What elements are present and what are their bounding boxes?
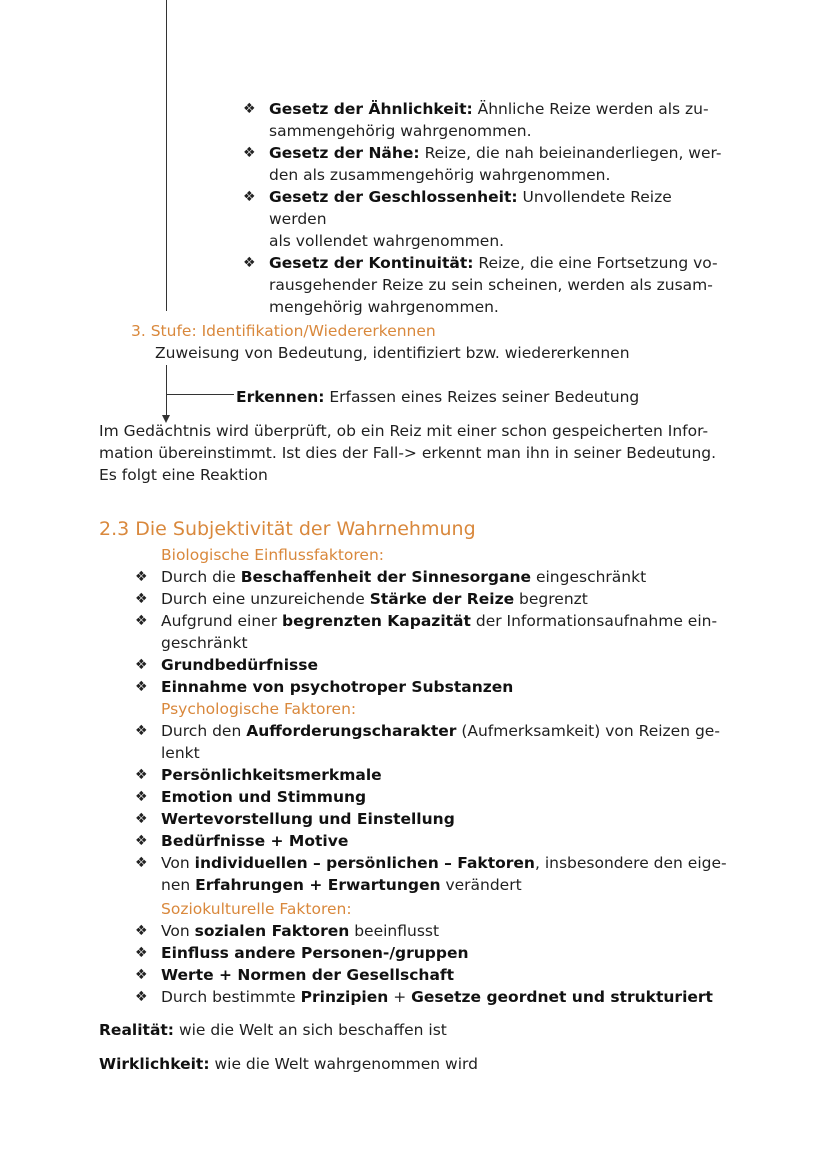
law-text: rausgehender Reize zu sein scheinen, werden als zusam- [269,276,713,294]
diamond-bullet-icon: ❖ [135,679,148,695]
stage3-heading: 3. Stufe: Identifikation/Wiedererkennen [131,322,436,340]
list-item: ❖ Bedürfnisse + Motive [135,832,349,850]
diamond-bullet-icon: ❖ [135,923,148,939]
connector-line-stage3 [166,365,167,417]
reality-term: Realität: [99,1021,175,1039]
diamond-bullet-icon: ❖ [135,855,148,871]
diamond-bullet-icon: ❖ [243,145,256,161]
soz-heading: Soziokulturelle Faktoren: [161,900,352,918]
list-item: ❖ Persönlichkeitsmerkmale [135,766,382,784]
psy-heading: Psychologische Faktoren: [161,700,357,718]
connector-line-top [166,0,167,311]
diamond-bullet-icon: ❖ [135,811,148,827]
list-item: ❖ Aufgrund einer begrenzten Kapazität der Informationsaufnahme ein- geschränkt [135,612,718,652]
recognize-term: Erkennen: [236,388,325,406]
recognize-line [236,386,639,408]
list-item: ❖ Durch eine unzureichende Stärke der Reize begrenzt [135,590,588,608]
recognize-definition: Erfassen eines Reizes seiner Bedeutung [324,388,640,406]
law-text: Unvollendete Reize werden [269,188,672,228]
list-item: ❖ Grundbedürfnisse [135,656,318,674]
paragraph-line: mation übereinstimmt. Ist dies der Fall-> erkennt man ihn in seiner Bedeutung. [99,444,717,462]
law-text: Reize, die nah beieinanderliegen, wer- [419,144,722,162]
bio-factors-list [135,566,735,698]
paragraph-line: Es folgt eine Reaktion [99,466,268,484]
diamond-bullet-icon: ❖ [135,945,148,961]
soz-factors-list [135,920,735,1008]
diamond-bullet-icon: ❖ [135,723,148,739]
list-item: ❖ Von sozialen Faktoren beeinflusst [135,922,440,940]
list-item: ❖ Durch den Aufforderungscharakter (Aufmerksamkeit) von Reizen ge- lenkt [135,722,720,762]
diamond-bullet-icon: ❖ [243,101,256,117]
list-item: ❖ Emotion und Stimmung [135,788,367,806]
stage3-paragraph [99,420,739,486]
list-item: ❖ Durch die Beschaffenheit der Sinnesorgane eingeschränkt [135,568,647,586]
list-item [243,186,733,252]
list-item: ❖ Einnahme von psychotroper Substanzen [135,678,514,696]
stage3-description: Zuweisung von Bedeutung, identifiziert bzw. wiedererkennen [155,344,630,362]
law-name: Gesetz der Nähe: [269,144,420,162]
diamond-bullet-icon: ❖ [135,569,148,585]
law-name: Gesetz der Geschlossenheit: [269,188,518,206]
paragraph-line: Im Gedächtnis wird überprüft, ob ein Reiz mit einer schon gespeicherten Infor- [99,422,709,440]
list-item: ❖ Werte + Normen der Gesellschaft [135,966,455,984]
law-text: als vollendet wahrgenommen. [269,232,505,250]
list-item: ❖ Einfluss andere Personen-/gruppen [135,944,469,962]
law-text: mengehörig wahrgenommen. [269,298,499,316]
list-item: ❖ Wertevorstellung und Einstellung [135,810,455,828]
diamond-bullet-icon: ❖ [135,833,148,849]
section-title: 2.3 Die Subjektivität der Wahrnehmung [99,518,476,540]
reality-definition: Realität: wie die Welt an sich beschaffen ist [99,1021,447,1039]
law-text: Ähnliche Reize werden als zu- [472,100,709,118]
diamond-bullet-icon: ❖ [135,989,148,1005]
list-item [243,142,733,186]
diamond-bullet-icon: ❖ [135,657,148,673]
law-text: Reize, die eine Fortsetzung vo- [473,254,718,272]
diamond-bullet-icon: ❖ [135,789,148,805]
bio-heading: Biologische Einflussfaktoren: [161,546,385,564]
list-item [243,252,733,318]
psy-factors-list [135,720,735,896]
diamond-bullet-icon: ❖ [243,255,256,271]
law-text: sammengehörig wahrgenommen. [269,122,532,140]
diamond-bullet-icon: ❖ [135,767,148,783]
diamond-bullet-icon: ❖ [135,967,148,983]
law-text: den als zusammengehörig wahrgenommen. [269,166,611,184]
connector-branch [166,394,234,395]
wirklichkeit-definition: Wirklichkeit: wie die Welt wahrgenommen wird [99,1055,478,1073]
law-name: Gesetz der Ähnlichkeit: [269,100,473,118]
list-item: ❖ Durch bestimmte Prinzipien + Gesetze geordnet und strukturiert [135,988,713,1006]
diamond-bullet-icon: ❖ [135,591,148,607]
list-item: ❖ Von individuellen – persönlichen – Faktoren, insbesondere den eige- nen Erfahrungen + Erwartungen verändert [135,854,727,894]
list-item [243,98,733,142]
wirklichkeit-term: Wirklichkeit: [99,1055,210,1073]
law-name: Gesetz der Kontinuität: [269,254,474,272]
gestalt-laws-list [243,98,733,318]
diamond-bullet-icon: ❖ [135,613,148,629]
diamond-bullet-icon: ❖ [243,189,256,205]
